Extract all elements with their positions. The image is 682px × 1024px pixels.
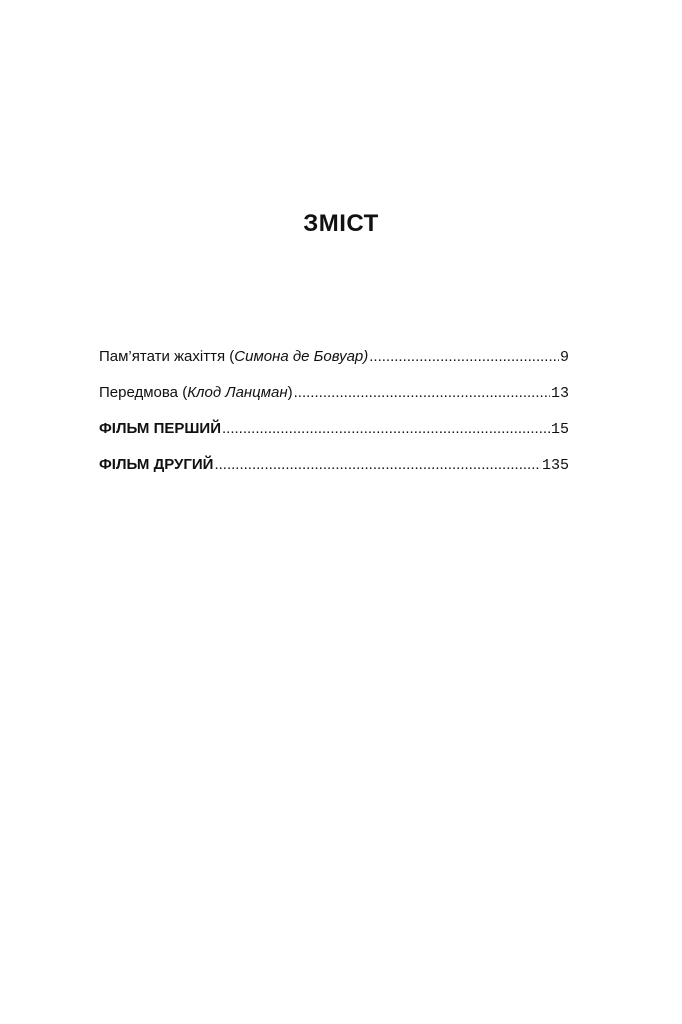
toc-entry-title: ФІЛЬМ ДРУГИЙ — [99, 456, 214, 473]
toc-entry — [99, 384, 569, 420]
toc-entry-text: Передмова ( — [99, 384, 188, 401]
dot-leader — [222, 420, 550, 437]
toc-entry — [99, 456, 569, 492]
dot-leader — [369, 348, 559, 365]
toc-entry-text: Пам’ятати жахіття ( — [99, 348, 235, 365]
toc-entry-title: ФІЛЬМ ПЕРШИЙ — [99, 420, 221, 437]
dot-leader — [214, 456, 541, 473]
toc-entry-title — [99, 348, 368, 365]
toc-entry-text-end: ) — [287, 384, 293, 401]
page-title: ЗМІСТ — [303, 210, 379, 237]
table-of-contents — [99, 348, 569, 492]
toc-entry-author: Клод Ланцман — [187, 384, 288, 401]
dot-leader — [294, 384, 550, 401]
toc-entry-author: Симона де Бовуар) — [234, 348, 369, 365]
toc-page-number: 135 — [541, 457, 569, 474]
toc-page-number: 15 — [550, 421, 569, 438]
toc-entry — [99, 348, 569, 384]
toc-entry-title — [99, 384, 293, 401]
toc-page-number: 9 — [559, 349, 569, 366]
toc-page-number: 13 — [550, 385, 569, 402]
toc-entry — [99, 420, 569, 456]
